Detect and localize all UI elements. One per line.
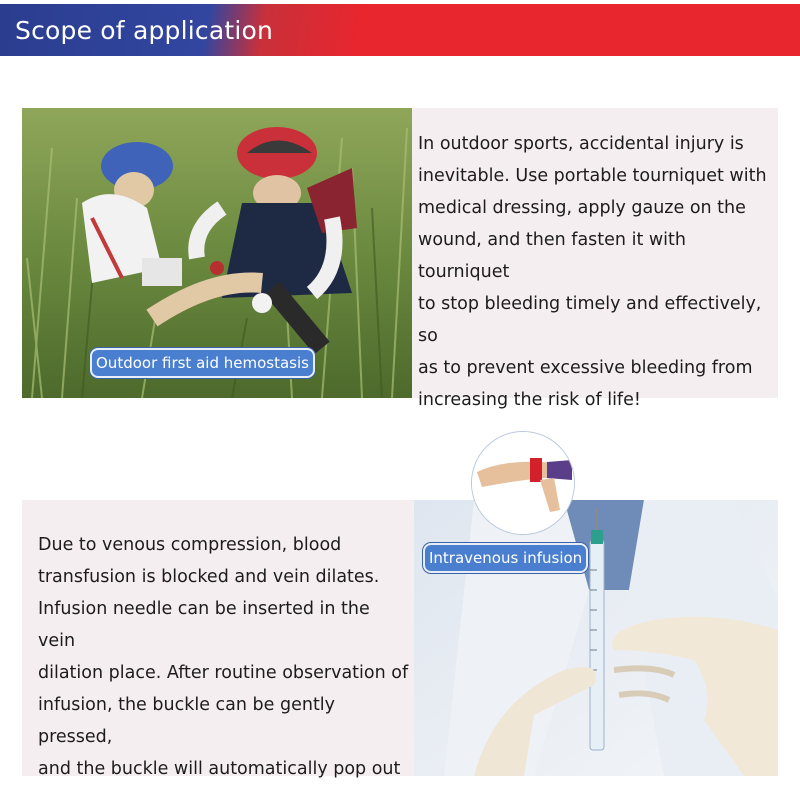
intravenous-infusion-photo	[414, 500, 778, 776]
outdoor-description: In outdoor sports, accidental injury is inevitable. Use portable tourniquet with medical dressing, apply gauze on the wound, and then fasten it with tourniquet to stop bleeding timely and effectively, so as to prevent excessive bleeding from increasing the risk of life!	[418, 134, 767, 410]
infusion-scene-illustration	[414, 500, 778, 776]
infusion-description: Due to venous compression, blood transfusion is blocked and vein dilates. Infusion needle can be inserted in the vein dilation place. After routine observation of infusion, the buckle can be gently pressed, and the buckle will automatically pop out	[38, 535, 409, 779]
arm-tourniquet-illustration	[472, 432, 574, 534]
tourniquet-arm-inset	[471, 431, 575, 535]
intravenous-infusion-tag: Intravenous infusion	[423, 543, 588, 573]
header-banner	[0, 4, 800, 56]
section-title: Scope of application	[15, 16, 274, 45]
outdoor-first-aid-tag: Outdoor first aid hemostasis	[90, 348, 315, 378]
